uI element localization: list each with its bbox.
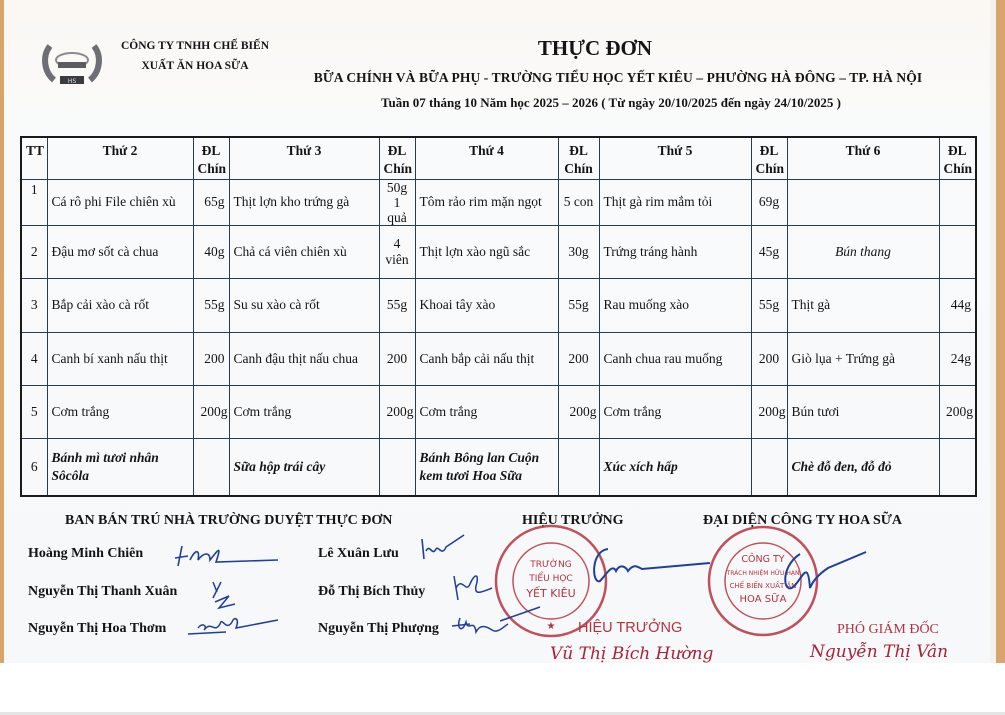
qty-cell: 5 con bbox=[558, 179, 599, 225]
qty-cell: 40g bbox=[193, 225, 229, 278]
qty-cell: 55g bbox=[379, 278, 415, 332]
dish-cell: Cơm trắng bbox=[229, 385, 379, 438]
svg-text:CÔNG TY: CÔNG TY bbox=[741, 554, 785, 565]
qty-cell: 4 viên bbox=[379, 225, 415, 278]
qty-cell: 200g bbox=[939, 385, 976, 438]
qty-cell: 200g bbox=[558, 385, 599, 438]
row-number: 3 bbox=[21, 278, 47, 332]
row-number: 4 bbox=[21, 332, 47, 385]
header-qty: ĐL Chín bbox=[751, 137, 787, 179]
principal-signature-icon bbox=[500, 545, 710, 625]
table-row bbox=[21, 278, 976, 332]
qty-cell bbox=[193, 438, 229, 496]
signature-scrawl-icon bbox=[418, 533, 478, 563]
header-tt: TT bbox=[21, 137, 47, 179]
dish-cell: Thịt lợn kho trứng gà bbox=[229, 179, 379, 225]
svg-text:TRÁCH NHIỆM HỮU HẠN: TRÁCH NHIỆM HỮU HẠN bbox=[726, 570, 800, 577]
qty-cell bbox=[939, 225, 976, 278]
table-row bbox=[21, 385, 976, 438]
signature-scrawl-icon bbox=[205, 578, 245, 614]
company-rep-name: Nguyễn Thị Vân bbox=[810, 642, 949, 662]
dish-cell bbox=[787, 179, 939, 225]
header-day-3: Thứ 3 bbox=[229, 137, 379, 179]
member-name: Nguyễn Thị Phượng bbox=[318, 621, 439, 636]
dish-cell: Bắp cải xào cà rốt bbox=[47, 278, 193, 332]
week-range: Tuần 07 tháng 10 Năm học 2025 – 2026 ( Từ ngày 20/10/2025 đến ngày 24/10/2025 ) bbox=[381, 95, 841, 110]
svg-text:CHẾ BIẾN XUẤT ĂN: CHẾ BIẾN XUẤT ĂN bbox=[729, 582, 797, 590]
qty-cell: 200g bbox=[379, 385, 415, 438]
qty-cell: 200g bbox=[751, 385, 787, 438]
signature-scrawl-icon bbox=[448, 568, 498, 608]
dish-cell: Thịt lợn xào ngũ sắc bbox=[415, 225, 558, 278]
dish-cell: Rau muống xào bbox=[599, 278, 751, 332]
qty-cell: 45g bbox=[751, 225, 787, 278]
dish-cell: Cơm trắng bbox=[47, 385, 193, 438]
table-row bbox=[21, 332, 976, 385]
qty-cell: 55g bbox=[558, 278, 599, 332]
qty-cell: 69g bbox=[751, 179, 787, 225]
signature-scrawl-icon bbox=[186, 612, 281, 638]
row-number: 1 bbox=[21, 179, 47, 225]
qty-cell bbox=[751, 438, 787, 496]
company-line-1: CÔNG TY TNHH CHẾ BIẾN bbox=[120, 40, 270, 52]
member-name: Hoàng Minh Chiên bbox=[28, 546, 144, 561]
dish-cell: Giò lụa + Trứng gà bbox=[787, 332, 939, 385]
header-qty: ĐL Chín bbox=[558, 137, 599, 179]
row-number: 5 bbox=[21, 385, 47, 438]
svg-text:TIỂU HỌC: TIỂU HỌC bbox=[529, 574, 573, 584]
svg-text:HOA SỮA: HOA SỮA bbox=[739, 594, 787, 605]
dish-cell: Su su xào cà rốt bbox=[229, 278, 379, 332]
snack-cell: Sữa hộp trái cây bbox=[229, 438, 379, 496]
table-row bbox=[21, 179, 976, 225]
svg-text:TRƯỜNG: TRƯỜNG bbox=[530, 560, 572, 570]
dish-cell: Tôm rảo rim mặn ngọt bbox=[415, 179, 558, 225]
qty-cell: 200 bbox=[379, 332, 415, 385]
qty-cell: 44g bbox=[939, 278, 976, 332]
principal-name: Vũ Thị Bích Hường bbox=[550, 644, 714, 664]
qty-cell: 50g 1 quả bbox=[379, 179, 415, 225]
qty-cell: 30g bbox=[558, 225, 599, 278]
svg-text:★: ★ bbox=[546, 621, 556, 632]
header-day-4: Thứ 4 bbox=[415, 137, 558, 179]
snack-cell: Bánh Bông lan Cuộn kem tươi Hoa Sữa bbox=[415, 438, 558, 496]
header-qty: ĐL Chín bbox=[193, 137, 229, 179]
dish-cell: Khoai tây xào bbox=[415, 278, 558, 332]
principal-title: HIỆU TRƯỞNG bbox=[578, 620, 683, 636]
table-row bbox=[21, 438, 976, 496]
principal-heading: HIỆU TRƯỞNG bbox=[522, 513, 624, 528]
qty-cell bbox=[939, 438, 976, 496]
qty-cell: 55g bbox=[193, 278, 229, 332]
snack-cell: Xúc xích hấp bbox=[599, 438, 751, 496]
table-header-row bbox=[21, 137, 976, 179]
dish-cell: Bún tươi bbox=[787, 385, 939, 438]
dish-cell: Canh bí xanh nấu thịt bbox=[47, 332, 193, 385]
header-day-5: Thứ 5 bbox=[599, 137, 751, 179]
qty-cell: 65g bbox=[193, 179, 229, 225]
dish-cell: Bún thang bbox=[787, 225, 939, 278]
qty-cell: 24g bbox=[939, 332, 976, 385]
member-name: Nguyễn Thị Hoa Thơm bbox=[28, 621, 167, 636]
snack-cell: Chè đỗ đen, đỗ đỏ bbox=[787, 438, 939, 496]
dish-cell: Thịt gà rim mắm tỏi bbox=[599, 179, 751, 225]
member-name: Đỗ Thị Bích Thủy bbox=[318, 584, 426, 599]
dish-cell: Canh bắp cải nấu thịt bbox=[415, 332, 558, 385]
header-qty: ĐL Chín bbox=[939, 137, 976, 179]
approval-heading: BAN BÁN TRÚ NHÀ TRƯỜNG DUYỆT THỰC ĐƠN bbox=[65, 513, 393, 528]
company-rep-title: PHÓ GIÁM ĐỐC bbox=[837, 622, 939, 637]
qty-cell: 200 bbox=[558, 332, 599, 385]
dish-cell: Thịt gà bbox=[787, 278, 939, 332]
dish-cell: Cá rô phi File chiên xù bbox=[47, 179, 193, 225]
qty-cell: 55g bbox=[751, 278, 787, 332]
company-rep-heading: ĐẠI DIỆN CÔNG TY HOA SỮA bbox=[703, 513, 903, 528]
header-qty: ĐL Chín bbox=[379, 137, 415, 179]
svg-text:YẾT KIÊU: YẾT KIÊU bbox=[526, 587, 576, 600]
qty-cell: 200 bbox=[751, 332, 787, 385]
dish-cell: Đậu mơ sốt cà chua bbox=[47, 225, 193, 278]
qty-cell bbox=[558, 438, 599, 496]
signature-scrawl-icon bbox=[170, 540, 280, 570]
menu-table bbox=[20, 136, 977, 497]
qty-cell bbox=[379, 438, 415, 496]
header-day-2: Thứ 2 bbox=[47, 137, 193, 179]
snack-cell: Bánh mì tươi nhân Sôcôla bbox=[47, 438, 193, 496]
dish-cell: Canh đậu thịt nấu chua bbox=[229, 332, 379, 385]
member-name: Lê Xuân Lưu bbox=[318, 546, 399, 561]
page-title: THỰC ĐƠN bbox=[537, 36, 653, 60]
header-day-6: Thứ 6 bbox=[787, 137, 939, 179]
row-number: 2 bbox=[21, 225, 47, 278]
row-number: 6 bbox=[21, 438, 47, 496]
qty-cell: 200 bbox=[193, 332, 229, 385]
qty-cell bbox=[939, 179, 976, 225]
dish-cell: Canh chua rau muống bbox=[599, 332, 751, 385]
dish-cell: Cơm trắng bbox=[415, 385, 558, 438]
member-name: Nguyễn Thị Thanh Xuân bbox=[28, 584, 178, 599]
company-line-2: XUẤT ĂN HOA SỮA bbox=[141, 60, 249, 72]
company-rep-signature-icon bbox=[770, 548, 870, 608]
svg-text:HS: HS bbox=[67, 78, 77, 85]
page-subtitle: BỮA CHÍNH VÀ BỮA PHỤ - TRƯỜNG TIỂU HỌC YẾT KIÊU – PHƯỜNG HÀ ĐÔNG – TP. HÀ NỘI bbox=[313, 70, 923, 85]
table-row bbox=[21, 225, 976, 278]
dish-cell: Chả cá viên chiên xù bbox=[229, 225, 379, 278]
dish-cell: Cơm trắng bbox=[599, 385, 751, 438]
dish-cell: Trứng tráng hành bbox=[599, 225, 751, 278]
qty-cell: 200g bbox=[193, 385, 229, 438]
